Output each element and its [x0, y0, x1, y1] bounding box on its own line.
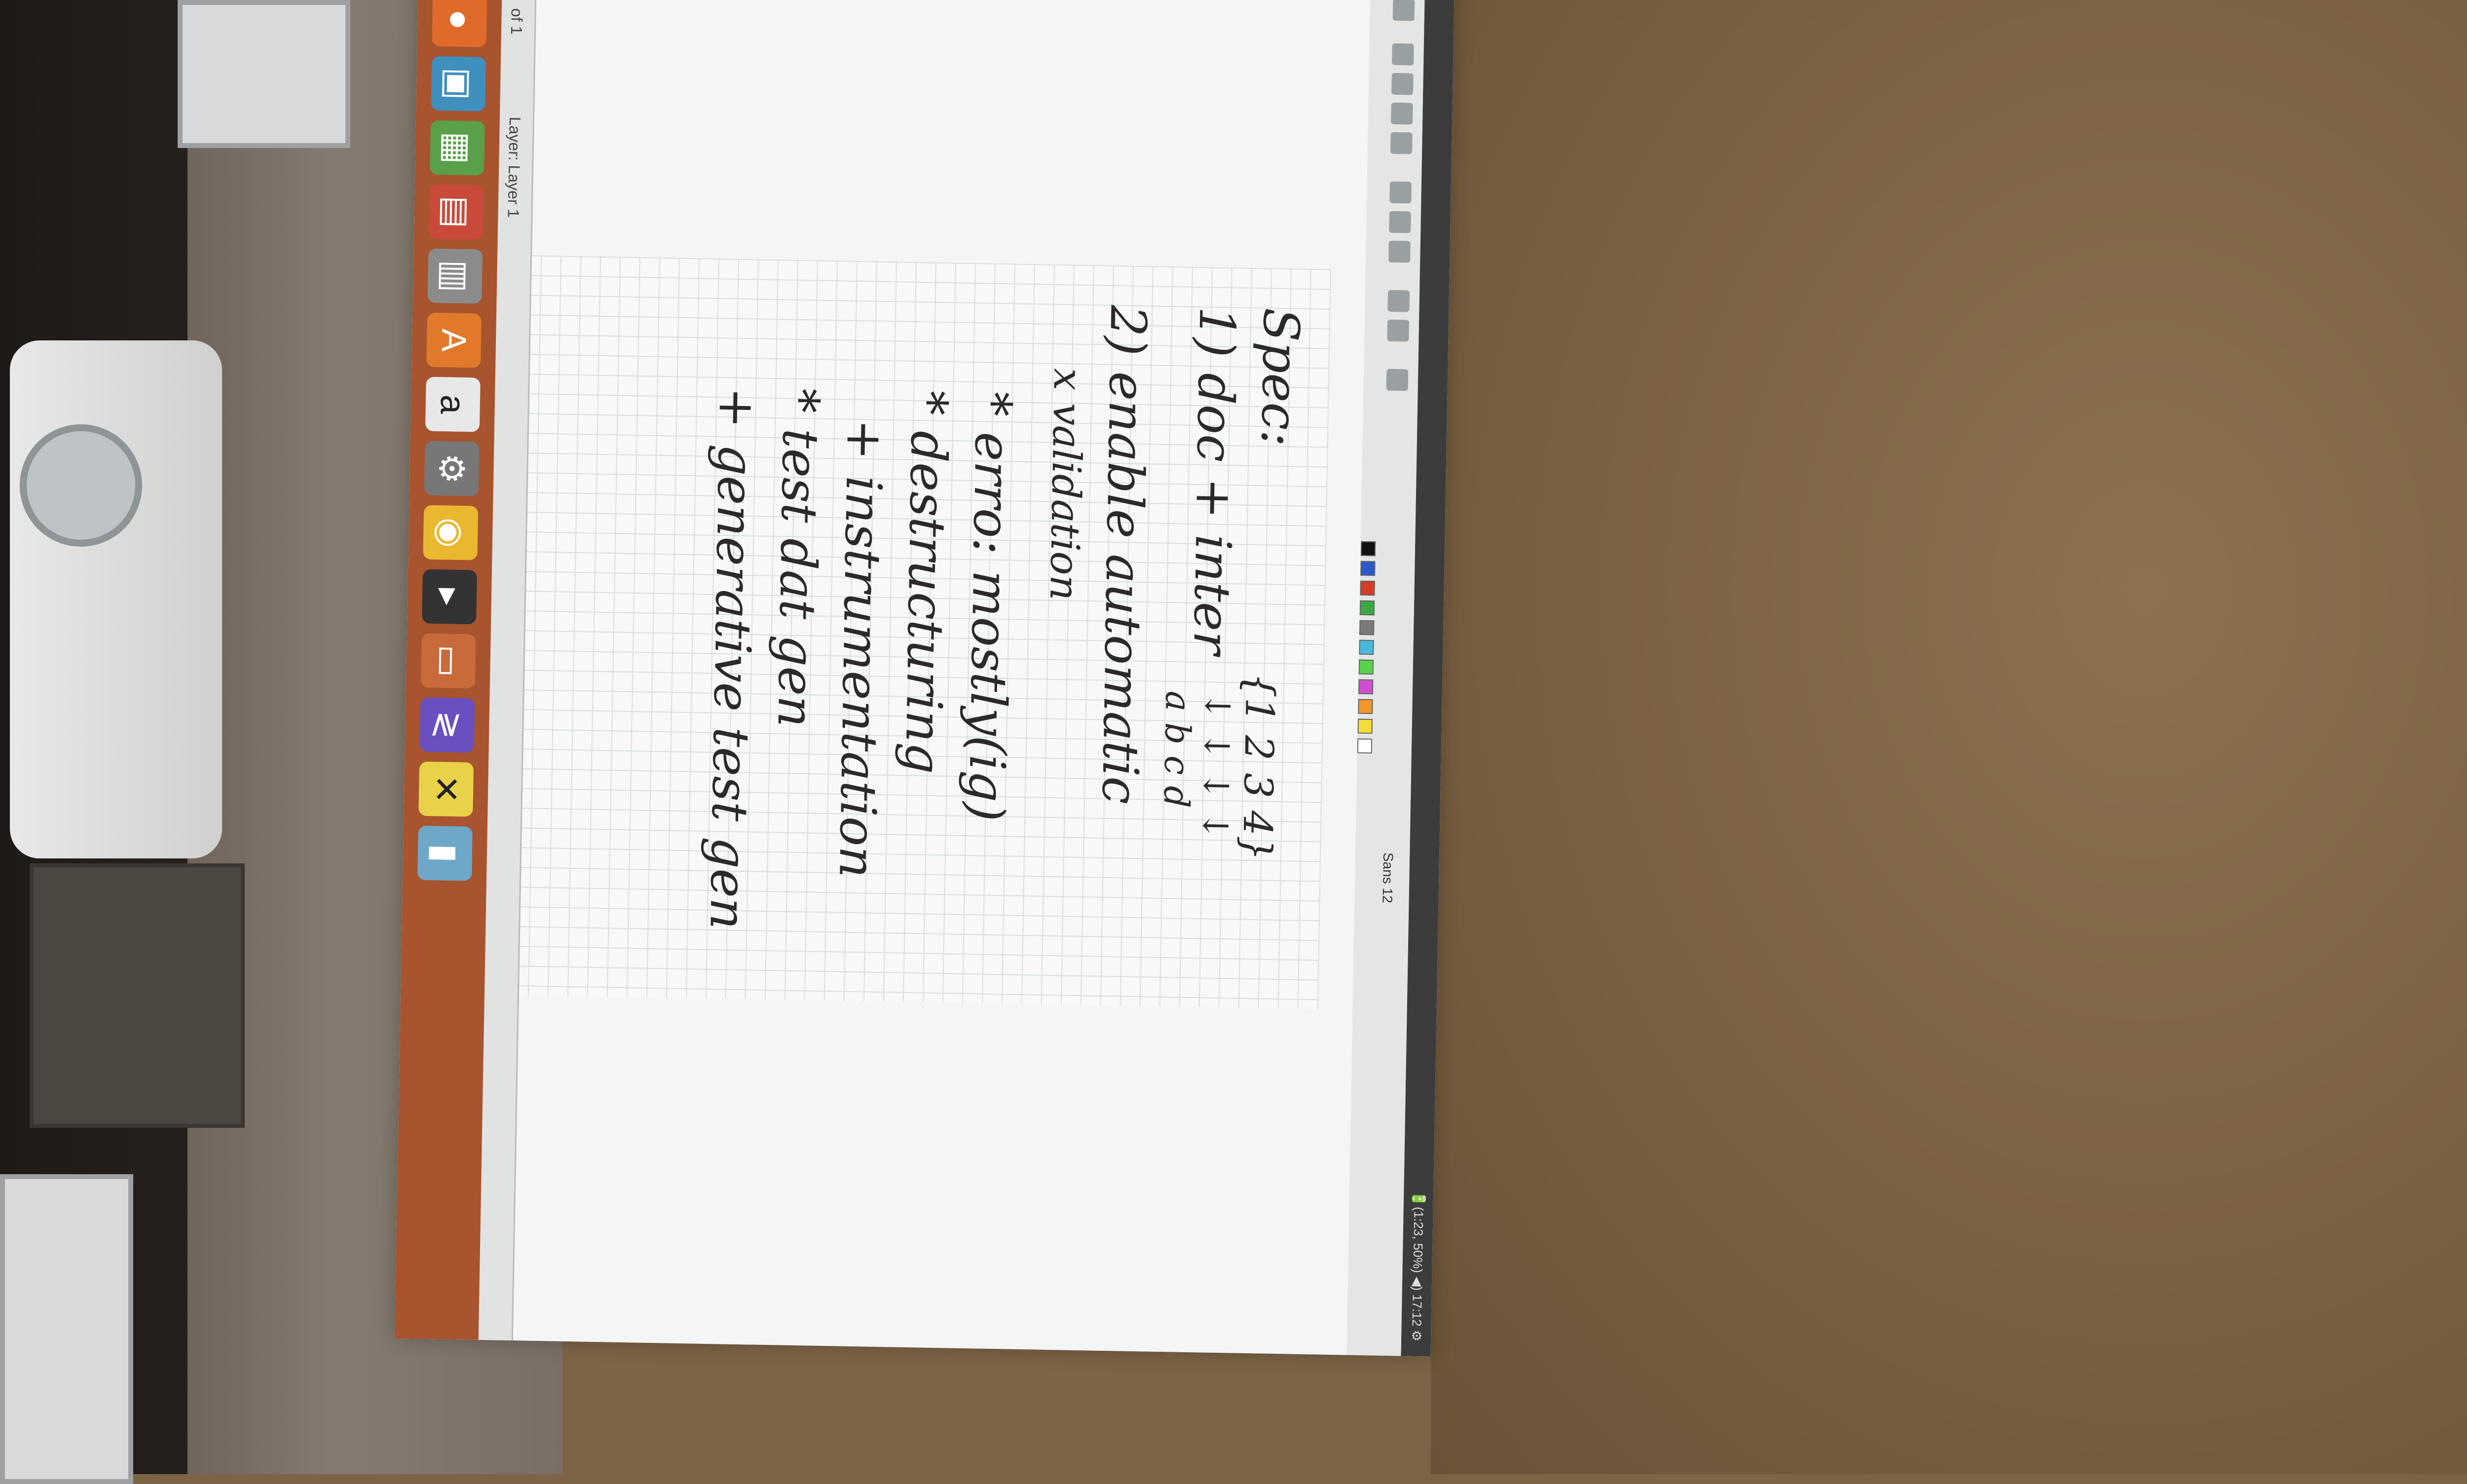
- note-line: 2) enable automatic: [1090, 304, 1158, 805]
- amazon-icon[interactable]: a: [425, 377, 481, 432]
- terminal-icon[interactable]: ▸: [422, 569, 477, 625]
- note-line: * destructuring: [894, 390, 959, 775]
- note-line: 1) doc + inter: [1182, 306, 1246, 656]
- firefox-icon[interactable]: ●: [432, 0, 487, 47]
- page-count: of 1: [507, 8, 526, 35]
- note-line: + instrumentation: [828, 418, 894, 879]
- note-line: * test dat gen: [766, 387, 830, 728]
- graph-paper-page[interactable]: [480, 255, 1331, 1009]
- brown-wall: [1431, 0, 2467, 1474]
- color-yellow-swatch[interactable]: [1357, 719, 1373, 734]
- save-icon[interactable]: [1393, 0, 1415, 21]
- projector: [10, 340, 222, 858]
- presentation-icon[interactable]: ▤: [429, 185, 484, 240]
- vscode-icon[interactable]: ≷: [419, 698, 475, 753]
- system-status: 🔋(1:23, 50%) ◀) 17:12 ⚙: [1409, 1190, 1427, 1342]
- spreadsheet-icon[interactable]: ▦: [430, 120, 485, 176]
- font-selector[interactable]: Sans 12: [1380, 852, 1396, 903]
- software-icon[interactable]: A: [426, 313, 482, 368]
- note-line: a b c d: [1156, 690, 1198, 809]
- files-icon[interactable]: ▣: [431, 56, 486, 111]
- projector-mount: [30, 863, 245, 1128]
- color-lightblue-swatch[interactable]: [1359, 640, 1374, 655]
- pen-icon[interactable]: [1392, 43, 1414, 66]
- settings-icon[interactable]: ⚙: [424, 441, 480, 496]
- projected-screen: [395, 0, 1456, 1357]
- color-blue-swatch[interactable]: [1360, 561, 1376, 576]
- eraser-icon[interactable]: [1391, 73, 1414, 95]
- color-gray-swatch[interactable]: [1359, 620, 1375, 635]
- highlighter-icon[interactable]: [1391, 103, 1413, 125]
- xournal-icon[interactable]: ✕: [418, 762, 474, 817]
- redo-icon[interactable]: [1388, 241, 1411, 263]
- ceiling-light-top: [178, 0, 350, 148]
- ceiling-light-bottom: [0, 1174, 133, 1484]
- layer-selector[interactable]: Layer: Layer 1: [504, 116, 524, 218]
- select-rect-icon[interactable]: [1389, 182, 1412, 204]
- note-line: {1 2 3 4}: [1234, 672, 1283, 861]
- color-red-swatch[interactable]: [1360, 581, 1375, 596]
- chrome-icon[interactable]: ◉: [423, 505, 478, 560]
- note-line: + generative test gen: [699, 386, 766, 930]
- color-black-swatch[interactable]: [1361, 541, 1376, 556]
- writer-icon[interactable]: ▥: [427, 249, 483, 304]
- color-orange-swatch[interactable]: [1358, 699, 1373, 714]
- color-green-swatch[interactable]: [1360, 600, 1375, 616]
- trash-icon[interactable]: ▮: [417, 826, 473, 881]
- folder-icon[interactable]: ▭: [421, 633, 476, 689]
- handwritten-notes: [505, 285, 1310, 989]
- color-white-swatch[interactable]: [1357, 739, 1373, 754]
- note-line: x validation: [1041, 368, 1091, 601]
- projector-lens: [20, 424, 142, 547]
- note-line: Spec:: [1250, 307, 1310, 447]
- note-line: ↓ ↓ ↓ ↓: [1195, 691, 1238, 841]
- note-line: * erro: mostly(ig): [957, 391, 1023, 822]
- color-lightgreen-swatch[interactable]: [1358, 660, 1374, 675]
- zoom-in-icon[interactable]: [1387, 290, 1410, 312]
- color-magenta-swatch[interactable]: [1358, 679, 1374, 695]
- zoom-out-icon[interactable]: [1387, 320, 1409, 342]
- text-tool-icon[interactable]: [1390, 132, 1413, 154]
- undo-icon[interactable]: [1389, 211, 1411, 233]
- drawing-canvas[interactable]: [513, 0, 1372, 1355]
- page-icon[interactable]: [1386, 369, 1409, 391]
